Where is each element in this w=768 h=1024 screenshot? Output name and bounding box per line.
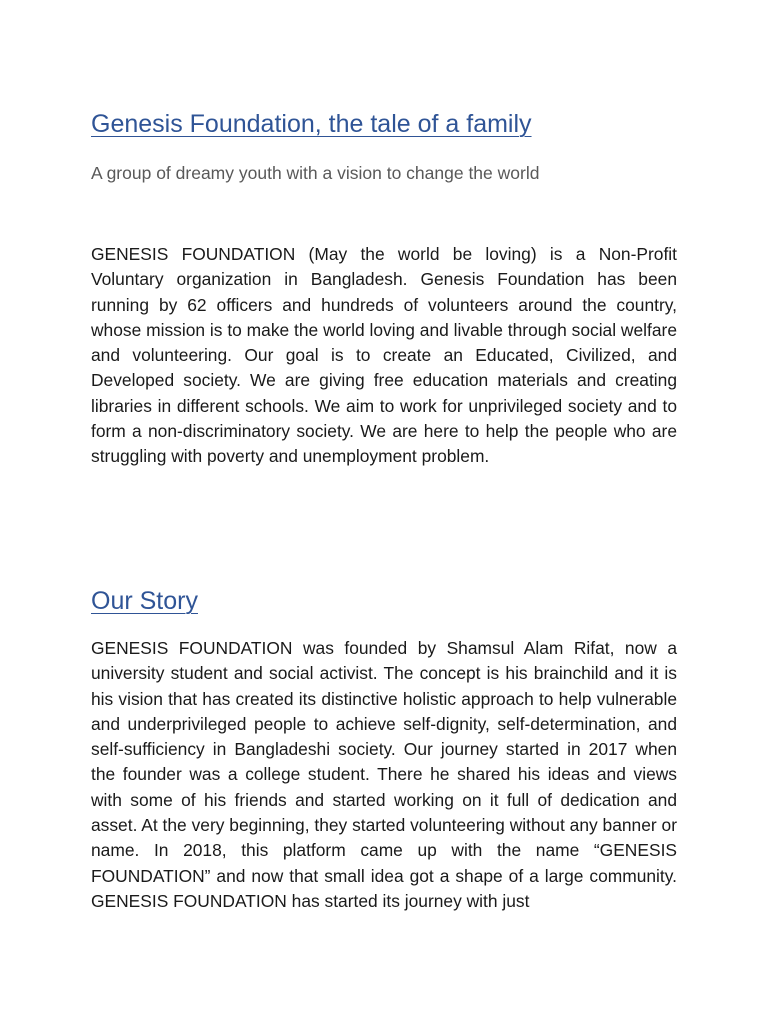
page-subtitle: A group of dreamy youth with a vision to change the world: [91, 163, 540, 183]
story-paragraph: GENESIS FOUNDATION was founded by Shamsul Alam Rifat, now a university student and social activist. The concept is his brainchild and it is his vision that has created its distinctive holistic approach to help vulnerable and underprivileged people to achieve self-dignity, self-determination, and self-sufficiency in Bangladeshi society. Our journey started in 2017 when the founder was a college student. There he shared his ideas and views with some of his friends and started working on it full of dedication and asset. At the very beginning, they started volunteering without any banner or name. In 2018, this platform came up with the name “GENESIS FOUNDATION” and now that small idea got a shape of a large community. GENESIS FOUNDATION has started its journey with just: [91, 638, 677, 911]
section-heading-our-story: Our Story: [91, 587, 198, 615]
intro-paragraph: GENESIS FOUNDATION (May the world be loving) is a Non-Profit Voluntary organization in Bangladesh. Genesis Foundation has been running by 62 officers and hundreds of volunteers around the country, whose mission is to make the world loving and livable through social welfare and volunteering. Our goal is to create an Educated, Civilized, and Developed society. We are giving free education materials and creating libraries in different schools. We aim to work for unprivileged society and to form a non-discriminatory society. We are here to help the people who are struggling with poverty and unemployment problem.: [91, 244, 677, 467]
page-title: Genesis Foundation, the tale of a family: [91, 110, 532, 138]
